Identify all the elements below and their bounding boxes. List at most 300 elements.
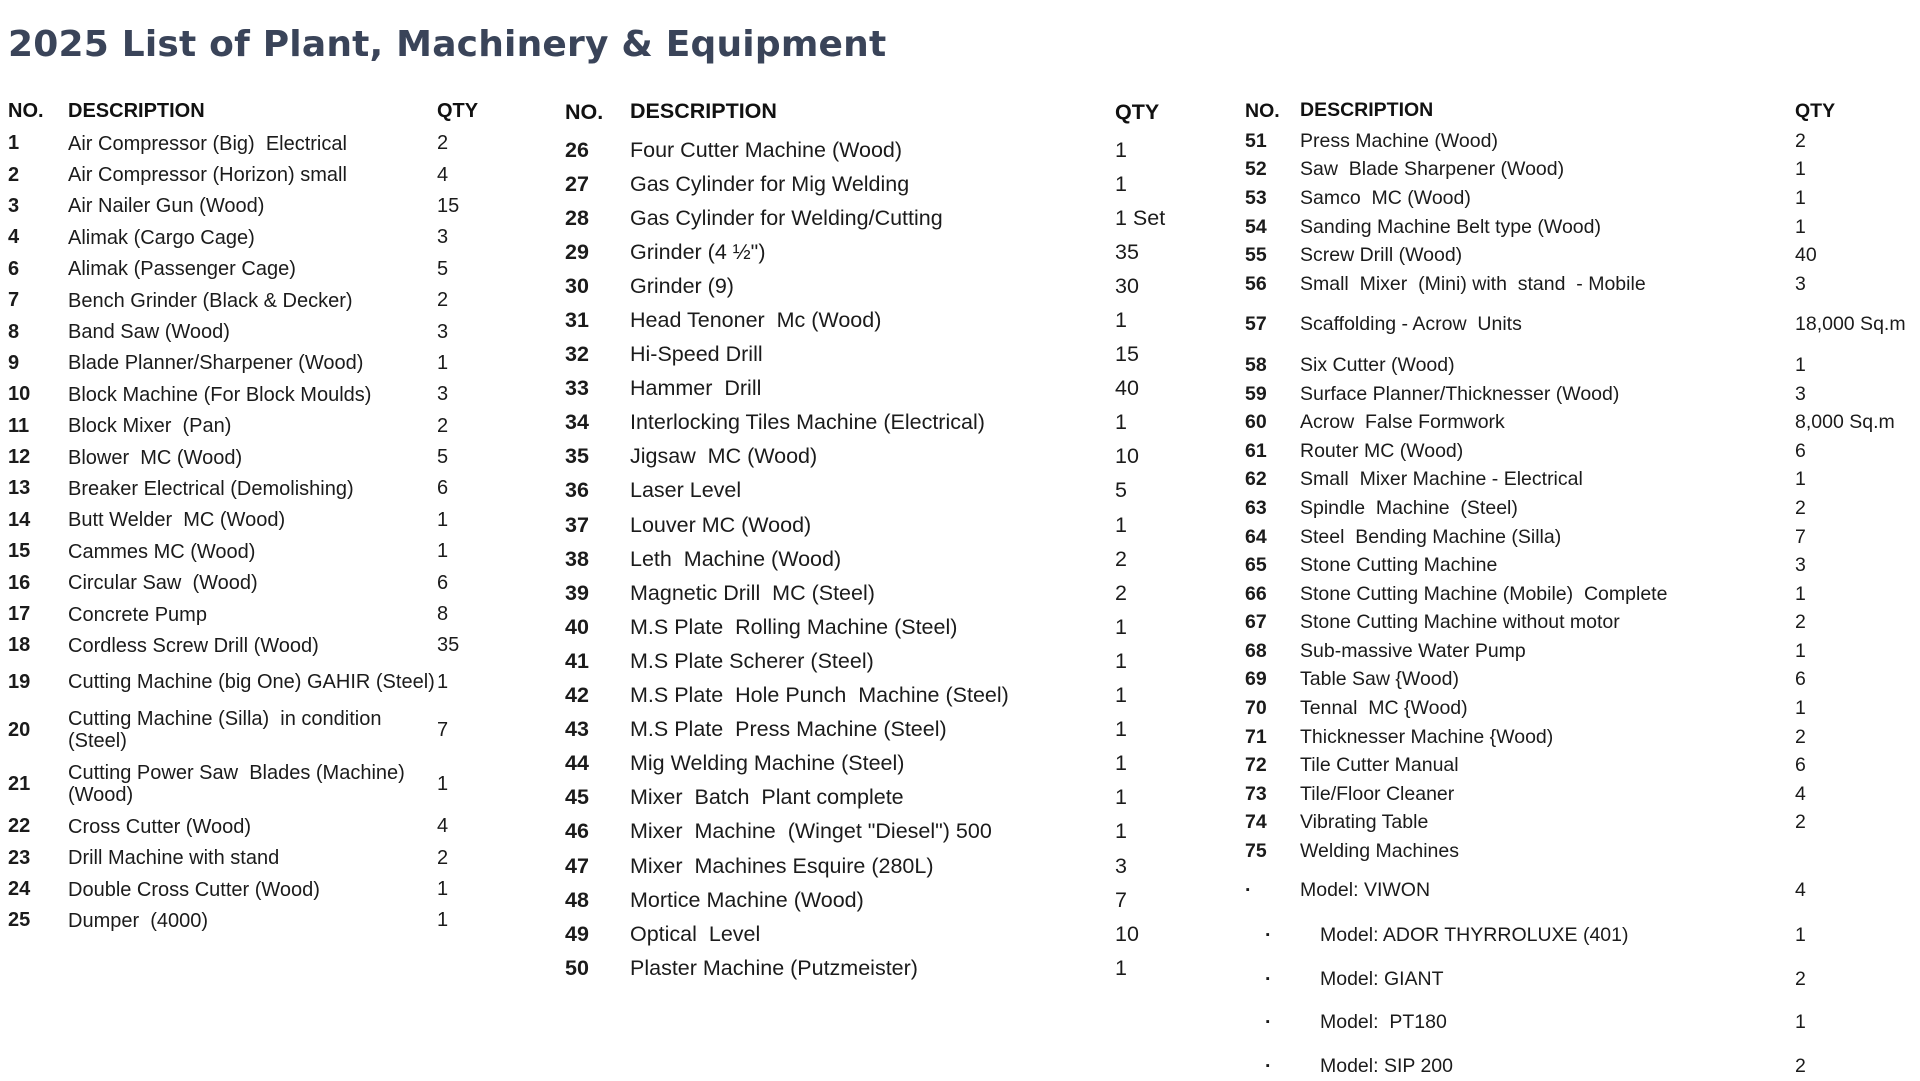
row-qty: 7 [437,718,449,741]
table-row [1245,156,1915,185]
column-header-description: DESCRIPTION [630,99,777,123]
row-qty: 2 [1795,1055,1806,1078]
row-number: 36 [565,478,589,503]
column-rows [1245,127,1915,1081]
row-qty: 2 [1795,811,1806,834]
row-qty: 1 [437,909,449,932]
table-row [565,917,1205,951]
table-row [8,505,513,536]
row-qty: 6 [1795,668,1806,691]
table-row [8,316,513,347]
row-description: Mixer Batch Plant complete [630,785,904,810]
table-row [1245,437,1915,466]
row-description: Band Saw (Wood) [68,321,230,344]
row-description: Air Compressor (Horizon) small [68,164,347,187]
row-number: 40 [565,614,589,639]
column-header-description: DESCRIPTION [1300,99,1434,121]
row-description: Model: PT180 [1320,1011,1447,1034]
row-description: Alimak (Cargo Cage) [68,226,255,249]
table-row [8,348,513,379]
row-number: 66 [1245,582,1267,605]
table-row [8,630,513,661]
row-description: Cammes MC (Wood) [68,540,256,563]
row-qty: 1 [1115,819,1127,844]
row-qty: 1 Set [1115,205,1166,230]
row-description: Welding Machines [1300,840,1459,863]
row-qty: 3 [1795,554,1806,577]
row-description: Louver MC (Wood) [630,512,812,537]
row-number: 70 [1245,697,1267,720]
page-title: 2025 List of Plant, Machinery & Equipment [8,24,887,66]
row-description: Spindle Machine (Steel) [1300,496,1518,519]
row-description: M.S Plate Press Machine (Steel) [630,717,947,742]
row-number: 2 [8,163,20,186]
column-header-row [8,100,513,124]
row-number: 52 [1245,158,1267,181]
table-row [565,201,1205,235]
row-description: Grinder (9) [630,273,734,298]
row-number: 37 [565,512,589,537]
table-row [1245,311,1915,340]
row-description: Mortice Machine (Wood) [630,887,864,912]
row-description: Model: GIANT [1320,967,1444,990]
row-qty: 2 [1795,129,1806,152]
row-description: Tile/Floor Cleaner [1300,782,1455,805]
row-number: 48 [565,887,589,912]
row-number: 11 [8,414,30,437]
row-qty: 35 [1115,239,1139,264]
row-number: 30 [565,273,589,298]
table-row [1245,1052,1915,1081]
row-number: 75 [1245,840,1267,863]
table-row [1245,780,1915,809]
row-qty: 3 [1795,272,1806,295]
table-row [565,406,1205,440]
row-number: 43 [565,717,589,742]
row-qty: 1 [437,351,449,374]
row-number: 49 [565,921,589,946]
table-row [8,567,513,598]
row-number: 42 [565,683,589,708]
row-description: Plaster Machine (Putzmeister) [630,955,918,980]
row-description: Dumper (4000) [68,909,209,932]
table-row [8,536,513,567]
table-row [8,599,513,630]
row-number: 62 [1245,468,1267,491]
row-description: Grinder (4 ½") [630,239,766,264]
row-qty: 15 [1115,342,1139,367]
row-description: Surface Planner/Thicknesser (Wood) [1300,382,1620,405]
table-row [1245,408,1915,437]
table-row [565,644,1205,678]
table-row [565,474,1205,508]
column-rows [8,128,513,937]
row-description: Vibrating Table [1300,811,1429,834]
row-qty: 40 [1795,244,1817,267]
column-rows [565,133,1205,985]
row-number: 41 [565,648,589,673]
row-description: Press Machine (Wood) [1300,129,1498,152]
row-number: 4 [8,226,20,249]
table-row [1245,523,1915,552]
row-description: Head Tenoner Mc (Wood) [630,308,882,333]
row-number: 9 [8,351,20,374]
row-description: Thicknesser Machine {Wood) [1300,725,1554,748]
row-qty: 1 [437,772,449,795]
table-row [1245,751,1915,780]
row-number: · [1245,878,1252,901]
row-qty: 1 [1795,158,1806,181]
column-header-qty: QTY [1795,100,1836,122]
row-number: 18 [8,634,31,657]
row-number: 33 [565,376,589,401]
row-number: 71 [1245,725,1267,748]
table-row [565,713,1205,747]
row-qty: 18,000 Sq.m [1795,313,1906,336]
row-qty: 8 [437,603,449,626]
row-description: Four Cutter Machine (Wood) [630,137,903,162]
row-qty: 10 [1115,921,1139,946]
row-description: Router MC (Wood) [1300,439,1464,462]
row-number: 6 [8,257,20,280]
row-number: 1 [8,132,20,155]
row-description: Drill Machine with stand [68,847,280,870]
table-row [8,442,513,473]
row-number: 21 [8,772,31,795]
table-row [8,473,513,504]
row-description: Table Saw {Wood) [1300,668,1459,691]
table-row [1245,466,1915,495]
row-qty: 3 [1115,853,1127,878]
row-number: 69 [1245,668,1267,691]
row-description: Leth Machine (Wood) [630,546,842,571]
row-description: Mixer Machine (Winget "Diesel") 500 [630,819,992,844]
table-row [565,235,1205,269]
row-description: Cutting Power Saw Blades (Machine) (Wood) [68,762,411,807]
table-row [565,269,1205,303]
table-row [1245,1009,1915,1038]
table-row [565,883,1205,917]
table-row [565,610,1205,644]
row-description: Jigsaw MC (Wood) [630,444,818,469]
table-row [8,703,513,757]
table-row [565,849,1205,883]
column-header-qty: QTY [437,100,479,122]
row-description: Blower MC (Wood) [68,446,243,469]
row-number: 22 [8,815,31,838]
table-row [1245,965,1915,994]
table-row [1245,609,1915,638]
row-qty: 1 [1115,512,1127,537]
row-description: Model: VIWON [1300,878,1431,901]
table-row [565,679,1205,713]
row-number: 50 [565,955,589,980]
row-description: Blade Planner/Sharpener (Wood) [68,352,364,375]
table-row [1245,580,1915,609]
row-description: Block Mixer (Pan) [68,415,232,438]
row-number: 15 [8,540,31,563]
row-number: 53 [1245,186,1267,209]
table-row [8,662,513,703]
row-description: Stone Cutting Machine (Mobile) Complete [1300,582,1668,605]
row-number: · [1265,967,1272,990]
row-description: Breaker Electrical (Demolishing) [68,477,354,500]
row-number: 74 [1245,811,1267,834]
table-row [1245,637,1915,666]
table-row [565,303,1205,337]
row-qty: 1 [437,540,449,563]
row-qty: 7 [1795,525,1806,548]
row-qty: 7 [1115,887,1127,912]
row-qty: 3 [437,383,449,406]
table-row [1245,351,1915,380]
row-number: 51 [1245,129,1267,152]
row-qty: 1 [1115,955,1127,980]
row-description: Small Mixer (Mini) with stand - Mobile [1300,272,1646,295]
row-number: 8 [8,320,20,343]
row-qty: 2 [437,846,449,869]
row-number: 27 [565,171,589,196]
row-qty: 1 [1115,751,1127,776]
row-description: Steel Bending Machine (Silla) [1300,525,1562,548]
row-number: 56 [1245,272,1267,295]
table-row [8,191,513,222]
table-row [1245,666,1915,695]
table-row [565,815,1205,849]
table-row [8,874,513,905]
row-description: Air Compressor (Big) Electrical [68,132,347,155]
row-number: 64 [1245,525,1267,548]
row-description: Scaffolding - Acrow Units [1300,313,1522,336]
table-row [1245,723,1915,752]
row-qty: 2 [437,132,449,155]
row-qty: 5 [437,257,449,280]
row-number: 14 [8,508,31,531]
table-row [565,542,1205,576]
row-number: 54 [1245,215,1267,238]
row-description: Tennal MC {Wood) [1300,697,1468,720]
row-number: 47 [565,853,589,878]
equipment-list-column-1 [8,100,513,937]
row-qty: 1 [1115,717,1127,742]
row-description: Samco MC (Wood) [1300,186,1471,209]
row-number: 13 [8,477,31,500]
row-number: 63 [1245,496,1267,519]
table-row [565,781,1205,815]
row-qty: 1 [1115,683,1127,708]
row-qty: 2 [437,414,449,437]
row-qty: 2 [1795,725,1806,748]
row-description: Cross Cutter (Wood) [68,815,252,838]
table-row [565,440,1205,474]
row-number: 38 [565,546,589,571]
table-row [565,372,1205,406]
row-qty: 1 [1795,353,1806,376]
row-qty: 1 [437,670,449,693]
row-description: M.S Plate Hole Punch Machine (Steel) [630,683,1009,708]
row-qty: 5 [1115,478,1127,503]
row-description: Stone Cutting Machine [1300,554,1498,577]
row-number: 24 [8,878,31,900]
row-number: 44 [565,751,589,776]
row-qty: 35 [437,634,460,657]
row-description: Cordless Screw Drill (Wood) [68,634,319,657]
table-row [8,254,513,285]
row-qty: 1 [1795,697,1806,720]
column-header-row [565,100,1205,126]
row-number: 31 [565,308,589,333]
row-qty: 6 [1795,439,1806,462]
table-row [8,159,513,190]
row-description: Optical Level [630,921,761,946]
row-description: M.S Plate Rolling Machine (Steel) [630,614,958,639]
row-description: Gas Cylinder for Welding/Cutting [630,205,943,230]
row-description: Concrete Pump [68,603,207,626]
row-qty: 1 [1795,924,1806,947]
row-number: 45 [565,785,589,810]
row-description: Model: ADOR THYRROLUXE (401) [1320,924,1629,947]
row-number: 23 [8,846,31,869]
table-row [1245,213,1915,242]
row-description: Mig Welding Machine (Steel) [630,751,905,776]
table-row [1245,551,1915,580]
row-qty: 5 [437,446,449,469]
row-qty: 1 [1115,137,1127,162]
row-qty: 4 [437,163,449,186]
row-qty: 1 [1795,582,1806,605]
row-qty: 3 [1795,382,1806,405]
row-number: 72 [1245,754,1267,777]
table-row [1245,127,1915,156]
row-number: · [1265,924,1272,947]
row-number: 25 [8,909,31,932]
row-number: 73 [1245,782,1267,805]
row-number: 59 [1245,382,1267,405]
table-row [565,167,1205,201]
column-header-row [1245,100,1915,124]
row-number: 26 [565,137,589,162]
row-description: Six Cutter (Wood) [1300,353,1455,376]
row-number: 57 [1245,313,1267,336]
row-description: Cutting Machine (big One) GAHIR (Steel) [68,671,435,694]
row-qty: 1 [1115,410,1127,435]
table-row [8,285,513,316]
row-number: 68 [1245,639,1267,662]
table-row [8,128,513,159]
row-qty: 8,000 Sq.m [1795,411,1895,434]
row-qty: 2 [1795,496,1806,519]
row-qty: 2 [437,289,449,312]
row-qty: 15 [437,194,460,217]
row-qty: 2 [1115,580,1127,605]
table-row [8,811,513,842]
row-number: 65 [1245,554,1267,577]
row-description: Sub-massive Water Pump [1300,639,1526,662]
table-row [8,379,513,410]
row-number: 3 [8,194,20,217]
row-qty: 1 [1115,648,1127,673]
row-description: Screw Drill (Wood) [1300,244,1463,267]
row-description: Sanding Machine Belt type (Wood) [1300,215,1601,238]
row-qty: 1 [437,878,449,900]
table-row [1245,809,1915,838]
table-row [1245,921,1915,950]
row-number: 16 [8,571,31,594]
row-qty: 1 [1115,785,1127,810]
table-row [565,133,1205,167]
row-qty: 1 [1115,614,1127,639]
row-description: Model: SIP 200 [1320,1055,1453,1078]
table-row [1245,270,1915,299]
row-number: 20 [8,718,31,741]
row-number: 46 [565,819,589,844]
row-qty: 10 [1115,444,1139,469]
table-row [8,905,513,936]
column-header-no: NO. [8,100,44,122]
row-description: M.S Plate Scherer (Steel) [630,648,874,673]
row-description: Interlocking Tiles Machine (Electrical) [630,410,985,435]
row-qty: 2 [1115,546,1127,571]
row-qty: 1 [1795,186,1806,209]
row-qty: 3 [437,226,449,249]
row-number: 58 [1245,353,1267,376]
row-description: Air Nailer Gun (Wood) [68,195,265,218]
row-number: 12 [8,446,31,469]
row-number: 34 [565,410,589,435]
row-description: Tile Cutter Manual [1300,754,1459,777]
table-row [8,757,513,811]
row-number: 7 [8,289,20,312]
column-header-no: NO. [565,100,604,124]
row-number: · [1265,1055,1272,1078]
row-qty: 2 [1795,611,1806,634]
row-description: Circular Saw (Wood) [68,572,258,595]
row-number: 67 [1245,611,1267,634]
row-qty: 1 [437,508,449,531]
row-qty: 30 [1115,273,1139,298]
row-qty: 4 [1795,782,1806,805]
row-description: Alimak (Passenger Cage) [68,258,296,281]
row-description: Laser Level [630,478,742,503]
table-row [8,411,513,442]
table-row [1245,876,1915,905]
column-header-no: NO. [1245,100,1280,122]
column-header-qty: QTY [1115,100,1160,124]
row-number: 29 [565,239,589,264]
row-number: 61 [1245,439,1267,462]
table-row [565,747,1205,781]
row-description: Magnetic Drill MC (Steel) [630,580,875,605]
row-description: Small Mixer Machine - Electrical [1300,468,1583,491]
table-row [1245,241,1915,270]
row-description: Acrow False Formwork [1300,411,1505,434]
row-description: Stone Cutting Machine without motor [1300,611,1620,634]
row-description: Bench Grinder (Black & Decker) [68,289,353,312]
row-qty: 3 [437,320,449,343]
row-number: 10 [8,383,31,406]
table-row [565,338,1205,372]
row-qty: 4 [437,815,449,838]
row-number: 19 [8,670,31,693]
table-row [8,842,513,873]
row-number: 32 [565,342,589,367]
row-description: Double Cross Cutter (Wood) [68,878,320,901]
table-row [1245,380,1915,409]
table-row [1245,494,1915,523]
row-qty: 1 [1115,171,1127,196]
row-number: 28 [565,205,589,230]
table-row [565,951,1205,985]
